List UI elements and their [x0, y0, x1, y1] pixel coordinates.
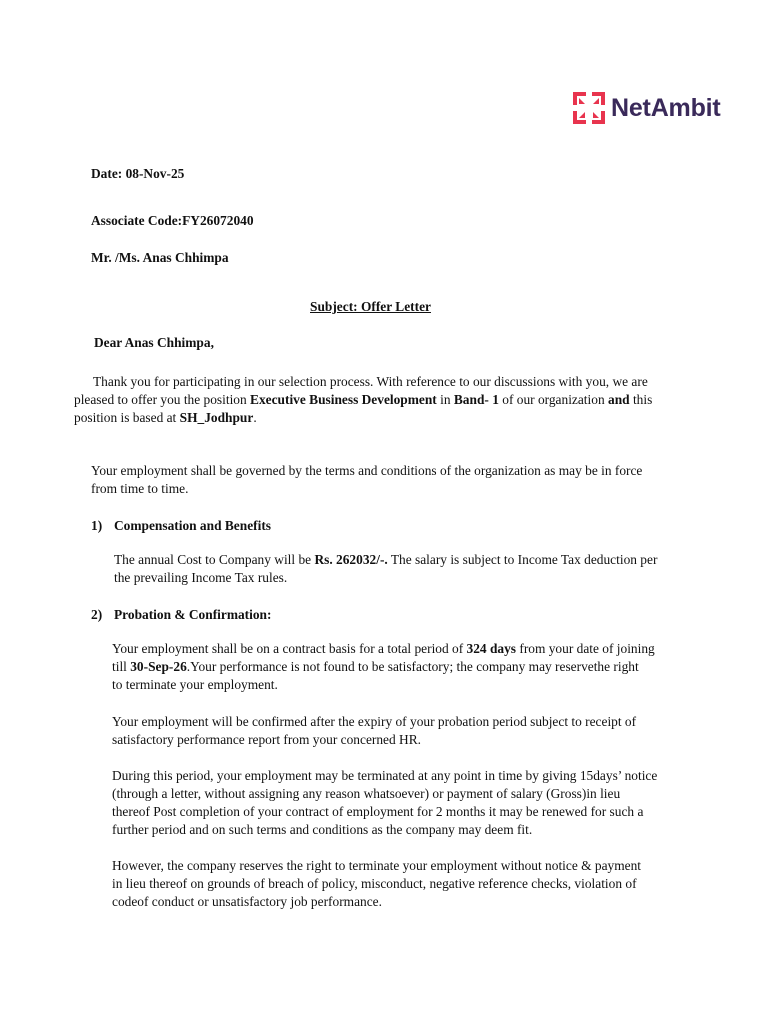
intro-line-3: position is based at SH_Jodhpur. [74, 410, 257, 425]
confirmation-paragraph: Your employment will be confirmed after the expiry of your probation period subject to receipt of satisfactory performance report from your concerned HR. [112, 714, 637, 747]
subject-line: Subject: Offer Letter [310, 299, 431, 314]
position-title: Executive Business Development [250, 392, 437, 407]
compensation-paragraph: The annual Cost to Company will be Rs. 262032/-. The salary is subject to Income Tax deduction per the prevailing Income Tax rules. [114, 552, 658, 585]
contract-end-date: 30-Sep-26 [130, 659, 187, 674]
governance-paragraph: Your employment shall be governed by the terms and conditions of the organization as may be in force from time to time. [91, 463, 643, 496]
salutation: Dear Anas Chhimpa, [94, 335, 214, 350]
location: SH_Jodhpur [179, 410, 254, 425]
netambit-mark-icon [573, 92, 605, 124]
section-1-number: 1) [91, 518, 103, 533]
section-2-number: 2) [91, 607, 103, 622]
addressee: Mr. /Ms. Anas Chhimpa [91, 250, 229, 265]
termination-rights-paragraph: However, the company reserves the right to terminate your employment without notice & payment in lieu thereof on grounds of breach of policy, misconduct, negative reference checks, violation of codeof conduct or unsatisfactory job performance. [112, 858, 641, 909]
termination-notice-paragraph: During this period, your employment may be terminated at any point in time by giving 15days’ notice (through a letter, without assigning any reason whatsoever) or payment of salary (Gross)in lieu thereof Post completion of your contract of employment for 2 months it may be renewed for such a further period and on such terms and conditions as the company may deem fit. [112, 768, 658, 837]
intro-line-2: pleased to offer you the position Executive Business Development in Band- 1 of our organization and this [74, 392, 653, 407]
intro-line-1: Thank you for participating in our selection process. With reference to our discussions with you, we are [93, 374, 648, 389]
contract-days: 324 days [466, 641, 517, 656]
intro-paragraph [74, 373, 714, 427]
section-1-title: Compensation and Benefits [114, 518, 271, 533]
section-2-title: Probation & Confirmation: [114, 607, 272, 622]
ctc-amount: Rs. 262032/-. [314, 552, 388, 567]
logo-wordmark: NetAmbit [611, 94, 721, 122]
associate-code: Associate Code:FY26072040 [91, 213, 254, 228]
letter-date: Date: 08-Nov-25 [91, 166, 185, 181]
contract-paragraph: Your employment shall be on a contract basis for a total period of 324 days from your date of joining till 30-Sep-26.Your performance is not found to be satisfactory; the company may reservethe right to terminate your employment. [112, 641, 655, 692]
netambit-logo [573, 91, 721, 125]
band: Band- 1 [453, 392, 499, 407]
